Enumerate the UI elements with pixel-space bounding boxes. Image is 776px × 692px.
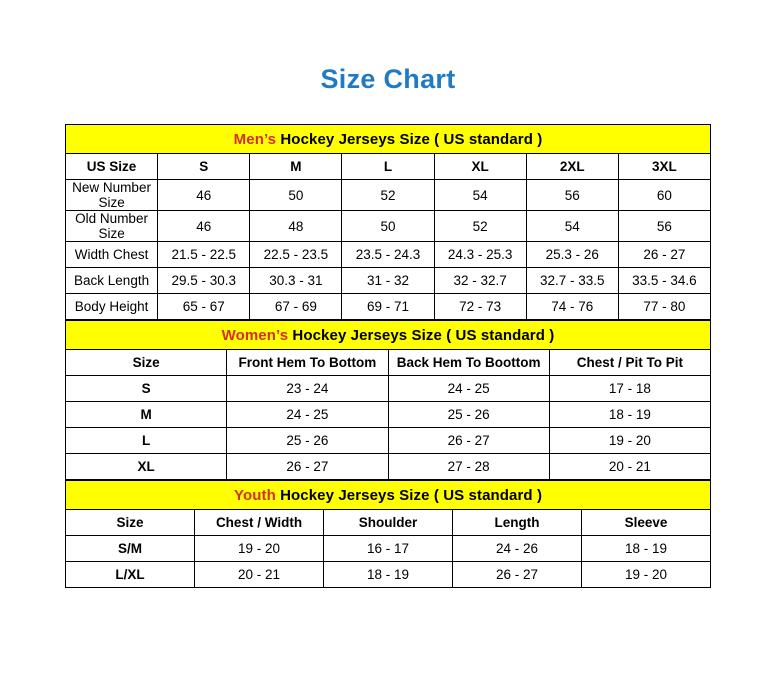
table-cell: 24.3 - 25.3 [434, 242, 526, 268]
mens-banner-cell [66, 125, 711, 154]
mens-header-cell: S [158, 154, 250, 180]
table-cell: 56 [618, 211, 710, 242]
womens-header-cell: Chest / Pit To Pit [549, 350, 710, 376]
table-cell: 56 [526, 180, 618, 211]
size-tables [65, 93, 711, 588]
mens-size-table [65, 124, 711, 320]
table-cell: 46 [158, 211, 250, 242]
table-row [66, 376, 711, 402]
table-cell: 32.7 - 33.5 [526, 268, 618, 294]
table-cell: 54 [526, 211, 618, 242]
table-row [66, 454, 711, 480]
row-label: S [66, 376, 227, 402]
table-cell: 50 [342, 211, 434, 242]
womens-banner-rest: Hockey Jerseys Size ( US standard ) [288, 326, 555, 344]
youth-header-cell: Sleeve [582, 510, 711, 536]
youth-header-row [66, 510, 711, 536]
table-cell: 52 [342, 180, 434, 211]
womens-banner-row [66, 321, 711, 350]
row-label: L [66, 428, 227, 454]
table-cell: 22.5 - 23.5 [250, 242, 342, 268]
mens-header-cell: 3XL [618, 154, 710, 180]
table-cell: 27 - 28 [388, 454, 549, 480]
womens-banner-cell [66, 321, 711, 350]
table-cell: 26 - 27 [618, 242, 710, 268]
table-cell: 60 [618, 180, 710, 211]
table-row [66, 180, 711, 211]
mens-banner-row [66, 125, 711, 154]
table-cell: 30.3 - 31 [250, 268, 342, 294]
mens-header-cell: M [250, 154, 342, 180]
table-cell: 69 - 71 [342, 294, 434, 320]
table-cell: 20 - 21 [195, 562, 324, 588]
table-cell: 65 - 67 [158, 294, 250, 320]
table-cell: 25.3 - 26 [526, 242, 618, 268]
youth-header-cell: Shoulder [324, 510, 453, 536]
mens-header-cell: 2XL [526, 154, 618, 180]
table-cell: 50 [250, 180, 342, 211]
table-cell: 17 - 18 [549, 376, 710, 402]
table-cell: 20 - 21 [549, 454, 710, 480]
mens-header-cell: L [342, 154, 434, 180]
youth-banner-row [66, 481, 711, 510]
youth-header-cell: Length [453, 510, 582, 536]
row-label: Old Number Size [66, 211, 158, 242]
mens-header-cell: XL [434, 154, 526, 180]
table-cell: 24 - 26 [453, 536, 582, 562]
table-row [66, 242, 711, 268]
youth-banner-rest: Hockey Jerseys Size ( US standard ) [275, 486, 543, 504]
womens-banner-accent: Women’s [221, 326, 289, 344]
row-label: L/XL [66, 562, 195, 588]
womens-header-cell: Back Hem To Boottom [388, 350, 549, 376]
table-cell: 19 - 20 [549, 428, 710, 454]
table-cell: 18 - 19 [549, 402, 710, 428]
table-cell: 52 [434, 211, 526, 242]
table-cell: 26 - 27 [388, 428, 549, 454]
row-label: Body Height [66, 294, 158, 320]
youth-header-cell: Chest / Width [195, 510, 324, 536]
youth-size-table [65, 480, 711, 588]
page-title: Size Chart [320, 64, 456, 94]
table-cell: 23.5 - 24.3 [342, 242, 434, 268]
womens-header-cell: Size [66, 350, 227, 376]
table-cell: 23 - 24 [227, 376, 388, 402]
row-label: Back Length [66, 268, 158, 294]
mens-header-row [66, 154, 711, 180]
table-cell: 48 [250, 211, 342, 242]
row-label: New Number Size [66, 180, 158, 211]
table-cell: 26 - 27 [453, 562, 582, 588]
mens-header-cell: US Size [66, 154, 158, 180]
womens-size-table [65, 320, 711, 480]
table-row [66, 402, 711, 428]
table-cell: 19 - 20 [582, 562, 711, 588]
row-label: XL [66, 454, 227, 480]
womens-header-cell: Front Hem To Bottom [227, 350, 388, 376]
table-cell: 32 - 32.7 [434, 268, 526, 294]
table-row [66, 294, 711, 320]
womens-header-row [66, 350, 711, 376]
table-row [66, 562, 711, 588]
table-cell: 24 - 25 [227, 402, 388, 428]
table-cell: 21.5 - 22.5 [158, 242, 250, 268]
youth-banner-cell [66, 481, 711, 510]
table-cell: 16 - 17 [324, 536, 453, 562]
table-cell: 18 - 19 [324, 562, 453, 588]
row-label: M [66, 402, 227, 428]
youth-banner-accent: Youth [233, 486, 276, 504]
row-label: S/M [66, 536, 195, 562]
table-cell: 25 - 26 [388, 402, 549, 428]
youth-header-cell: Size [66, 510, 195, 536]
table-cell: 33.5 - 34.6 [618, 268, 710, 294]
table-row [66, 268, 711, 294]
table-cell: 29.5 - 30.3 [158, 268, 250, 294]
table-cell: 19 - 20 [195, 536, 324, 562]
table-cell: 77 - 80 [618, 294, 710, 320]
table-cell: 54 [434, 180, 526, 211]
table-row [66, 211, 711, 242]
table-cell: 74 - 76 [526, 294, 618, 320]
table-cell: 24 - 25 [388, 376, 549, 402]
table-cell: 46 [158, 180, 250, 211]
table-cell: 31 - 32 [342, 268, 434, 294]
table-cell: 72 - 73 [434, 294, 526, 320]
table-cell: 25 - 26 [227, 428, 388, 454]
mens-banner-accent: Men’s [233, 130, 277, 148]
table-cell: 67 - 69 [250, 294, 342, 320]
row-label: Width Chest [66, 242, 158, 268]
table-row [66, 536, 711, 562]
table-cell: 26 - 27 [227, 454, 388, 480]
mens-banner-rest: Hockey Jerseys Size ( US standard ) [276, 130, 543, 148]
table-cell: 18 - 19 [582, 536, 711, 562]
table-row [66, 428, 711, 454]
